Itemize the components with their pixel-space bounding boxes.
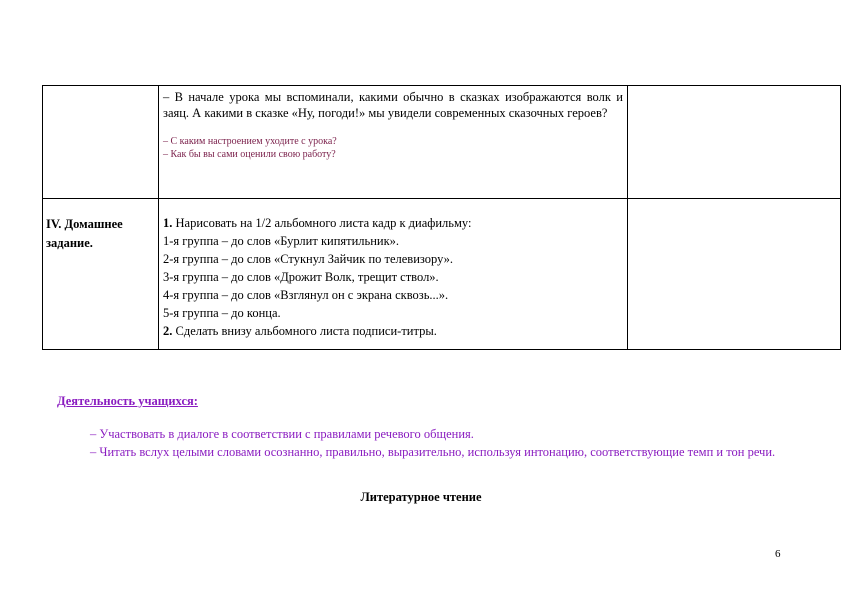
group-item: 4-я группа – до слов «Взглянул он с экрана сквозь...». bbox=[163, 288, 449, 302]
table-row bbox=[43, 86, 841, 199]
group-item: 2-я группа – до слов «Стукнул Зайчик по телевизору». bbox=[163, 252, 454, 266]
task-text: Нарисовать на 1/2 альбомного листа кадр к диафильму: bbox=[172, 216, 472, 230]
task-number: 2. bbox=[163, 324, 173, 338]
table-cell-empty bbox=[43, 86, 159, 199]
subject-heading: Литературное чтение bbox=[360, 490, 482, 504]
activity-item: – Участвовать в диалоге в соответствии с правилами речевого общения. bbox=[90, 427, 474, 441]
page-number: 6 bbox=[775, 548, 781, 560]
homework-task-2 bbox=[163, 322, 623, 340]
homework-task-1 bbox=[163, 214, 623, 232]
reflection-question: – С каким настроением уходите с урока? bbox=[163, 136, 337, 147]
table-row bbox=[43, 199, 841, 350]
activities-title: Деятельность учащихся: bbox=[57, 394, 198, 408]
group-item: 1-я группа – до слов «Бурлит кипятильник». bbox=[163, 234, 400, 248]
homework-label: IV. Домашнее задание. bbox=[43, 199, 159, 350]
task-text: Сделать внизу альбомного листа подписи-титры. bbox=[172, 324, 437, 338]
reflection-paragraph: – В начале урока мы вспоминали, какими обычно в сказках изображаются волк и заяц. А какими в сказке «Ну, погоди!» мы увидели современных сказочных героев? bbox=[163, 90, 623, 120]
task-number: 1. bbox=[163, 216, 173, 230]
homework-tasks bbox=[159, 199, 628, 350]
reflection-question: – Как бы вы сами оценили свою работу? bbox=[163, 149, 336, 160]
lesson-table bbox=[42, 85, 841, 350]
activity-item: – Читать вслух целыми словами осознанно, правильно, выразительно, используя интонацию, соответствующие темп и тон речи. bbox=[90, 445, 776, 459]
group-item: 3-я группа – до слов «Дрожит Волк, трещит ствол». bbox=[163, 270, 439, 284]
table-cell-empty bbox=[628, 199, 841, 350]
table-cell-content bbox=[159, 86, 628, 199]
table-cell-empty bbox=[628, 86, 841, 199]
group-item: 5-я группа – до конца. bbox=[163, 306, 281, 320]
